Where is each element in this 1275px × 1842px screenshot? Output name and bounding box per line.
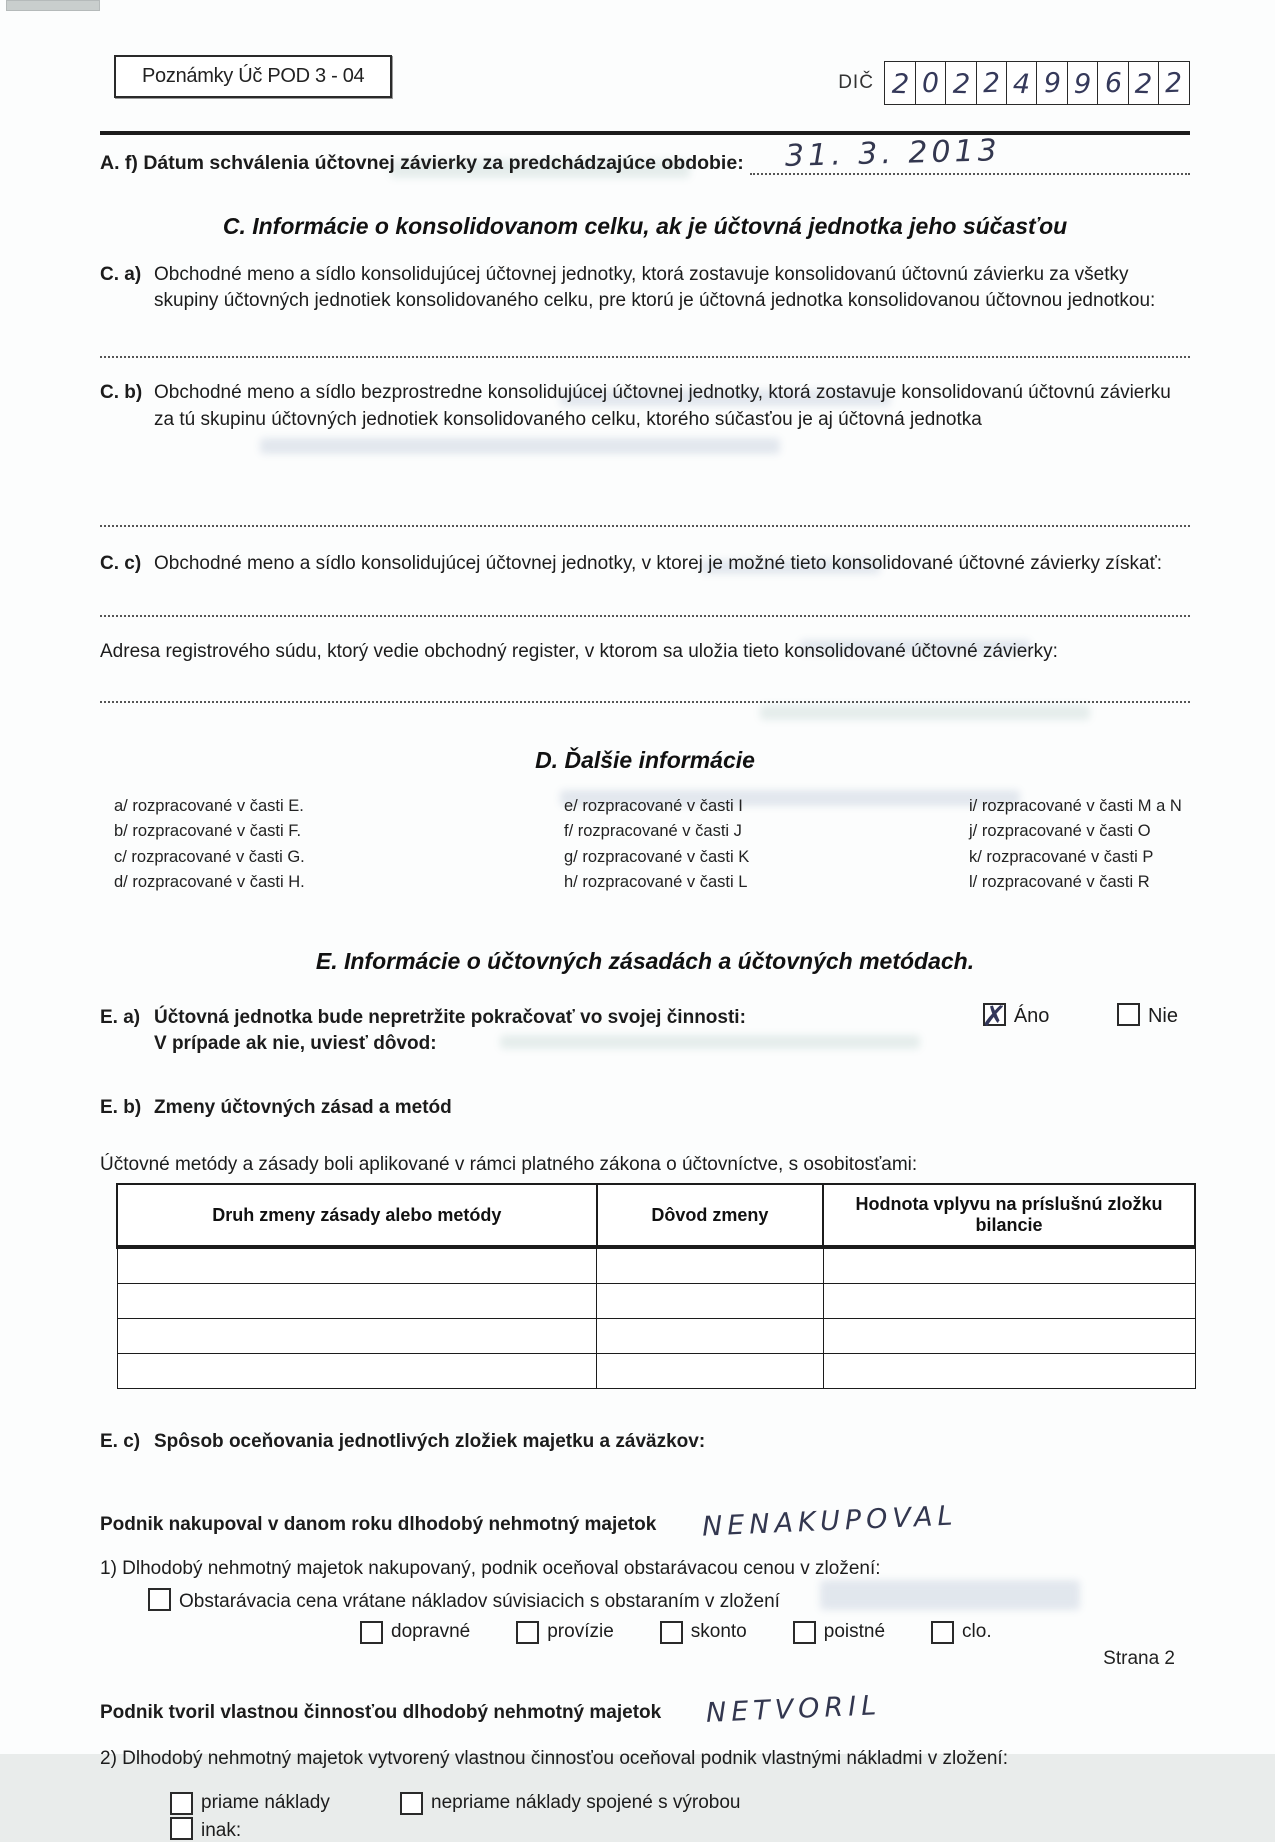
table-cell[interactable] bbox=[117, 1247, 597, 1284]
own-creation-statement-row bbox=[100, 1689, 1190, 1729]
page-number: Strana 2 bbox=[1103, 1648, 1175, 1669]
checkbox-label: Obstarávacia cena vrátane nákladov súvisiacich s obstaraním v zložení bbox=[179, 1590, 780, 1612]
d-item: c/ rozpracované v časti G. bbox=[114, 847, 305, 866]
dic-digit: 2 bbox=[1134, 68, 1153, 100]
section-e-item-b bbox=[100, 1095, 1190, 1121]
purchase-point1: 1) Dlhodobý nehmotný majetok nakupovaný, podnik oceňoval obstarávacou cenou v zložení: bbox=[100, 1557, 881, 1579]
table-cell[interactable] bbox=[823, 1319, 1195, 1354]
section-c-title: C. Informácie o konsolidovanom celku, ak je účtovná jednotka jeho súčasťou bbox=[222, 213, 1068, 239]
write-in-line[interactable] bbox=[100, 701, 1190, 703]
d-column-2 bbox=[564, 794, 969, 896]
section-c-item-c bbox=[100, 551, 1190, 577]
no-checkbox[interactable] bbox=[1117, 1003, 1140, 1026]
item-label: E. b) bbox=[100, 1097, 142, 1119]
d-item: b/ rozpracované v časti F. bbox=[114, 822, 302, 841]
form-header bbox=[100, 55, 1190, 105]
item-text: Účtovná jednotka bude nepretržite pokračovať vo svojej činnosti: bbox=[154, 1006, 746, 1028]
section-c-item-b bbox=[100, 380, 1190, 432]
d-item: d/ rozpracované v časti H. bbox=[114, 873, 305, 892]
table-cell[interactable] bbox=[117, 1319, 597, 1354]
dic-digit: 4 bbox=[1012, 68, 1032, 100]
write-in-line[interactable] bbox=[100, 615, 1190, 617]
item-text: Obchodné meno a sídlo bezprostredne konsolidujúcej účtovnej jednotky, ktorá zostavuje konsolidovanú účtovnú závierku za tú skupinu účtovných jednotiek konsolidovaného celku, ktorého súčasťou je aj účtovná jednotka bbox=[154, 382, 1171, 430]
approval-date-field[interactable] bbox=[750, 133, 1190, 175]
table-row bbox=[117, 1354, 1195, 1389]
item-text: Spôsob oceňovania jednotlivých zložiek majetku a záväzkov: bbox=[154, 1431, 706, 1453]
column-header: Dôvod zmeny bbox=[597, 1184, 823, 1247]
section-e-title: E. Informácie o účtovných zásadách a účtovných metódach. bbox=[315, 947, 975, 974]
registry-address-text: Adresa registrového súdu, ktorý vedie obchodný register, v ktorom sa uložia tieto konsolidované účtovné závierky: bbox=[100, 641, 1058, 663]
item-text: Obchodné meno a sídlo konsolidujúcej účtovnej jednotky, v ktorej je možné tieto konsolidované účtovné závierky získať: bbox=[154, 552, 1162, 574]
handwritten-nenakupoval: NENAKUPOVAL bbox=[701, 1499, 958, 1543]
section-e-item-a bbox=[100, 998, 1190, 1034]
section-a-f-row bbox=[100, 133, 1190, 175]
handwritten-netvoril: NETVORIL bbox=[705, 1689, 883, 1729]
nepriame-naklady-checkbox[interactable] bbox=[400, 1792, 423, 1815]
table-row bbox=[117, 1319, 1195, 1354]
handwritten-x-mark: ✗ bbox=[980, 998, 1008, 1034]
checkbox-label: nepriame náklady spojené s výrobou bbox=[431, 1792, 741, 1814]
item-label: C. a) bbox=[100, 264, 142, 285]
yes-no-group bbox=[980, 998, 1178, 1034]
dopravne-checkbox[interactable] bbox=[360, 1621, 383, 1644]
purchase-statement: Podnik nakupoval v danom roku dlhodobý nehmotný majetok bbox=[100, 1513, 657, 1535]
dic-digit-cell[interactable] bbox=[1097, 61, 1129, 105]
dic-digit: 9 bbox=[1073, 68, 1092, 100]
item-text: V prípade ak nie, uviesť dôvod: bbox=[154, 1033, 437, 1055]
dic-label: DIČ bbox=[838, 72, 874, 93]
table-cell[interactable] bbox=[597, 1354, 823, 1389]
dic-digit: 0 bbox=[921, 67, 940, 99]
accounting-changes-table bbox=[116, 1183, 1196, 1389]
yes-label: Áno bbox=[1013, 1004, 1050, 1027]
own-creation-point2: 2) Dlhodobý nehmotný majetok vytvorený vlastnou činnosťou oceňoval podnik vlastnými nákladmi v zložení: bbox=[100, 1748, 1008, 1770]
dic-digit: 2 bbox=[1164, 67, 1184, 99]
dic-digit-cell[interactable] bbox=[1036, 61, 1068, 105]
column-header: Druh zmeny zásady alebo metódy bbox=[117, 1184, 597, 1247]
form-id-box bbox=[114, 55, 392, 98]
table-header-row bbox=[117, 1184, 1195, 1247]
dic-digit: 2 bbox=[891, 68, 910, 100]
d-item: g/ rozpracované v časti K bbox=[564, 847, 750, 866]
dic-digit-cell[interactable] bbox=[1158, 61, 1190, 105]
d-item: k/ rozpracované v časti P bbox=[969, 847, 1154, 866]
item-label: E. c) bbox=[100, 1431, 141, 1453]
checkbox-label: inak: bbox=[201, 1819, 242, 1841]
poistne-checkbox[interactable] bbox=[793, 1621, 816, 1644]
header-divider bbox=[100, 131, 1190, 135]
table-intro-text: Účtovné metódy a zásady boli aplikované v rámci platného zákona o účtovníctve, s osobitosťami: bbox=[100, 1153, 918, 1175]
provizie-checkbox[interactable] bbox=[516, 1621, 539, 1644]
dic-digit-grid[interactable] bbox=[886, 61, 1190, 105]
section-e-item-c bbox=[100, 1429, 1190, 1455]
acquisition-cost-checkbox[interactable] bbox=[148, 1588, 171, 1611]
checkbox-label: poistné bbox=[823, 1621, 886, 1643]
dic-digit-cell[interactable] bbox=[915, 61, 947, 105]
table-cell[interactable] bbox=[597, 1247, 823, 1284]
section-c-item-a bbox=[100, 262, 1190, 314]
d-item: f/ rozpracované v časti J bbox=[564, 822, 742, 841]
d-column-3 bbox=[969, 794, 1190, 896]
checkbox-label: dopravné bbox=[391, 1621, 471, 1643]
table-cell[interactable] bbox=[597, 1284, 823, 1319]
table-cell[interactable] bbox=[823, 1247, 1195, 1284]
table-cell[interactable] bbox=[823, 1354, 1195, 1389]
section-d-title: D. Ďalšie informácie bbox=[535, 746, 755, 773]
section-a-f-label: A. f) bbox=[100, 152, 138, 174]
d-item: l/ rozpracované v časti R bbox=[969, 873, 1150, 892]
purchase-statement-row bbox=[100, 1499, 1190, 1543]
no-label: Nie bbox=[1147, 1004, 1178, 1027]
table-row bbox=[117, 1247, 1195, 1284]
d-column-1 bbox=[100, 794, 564, 896]
write-in-line[interactable] bbox=[100, 525, 1190, 527]
handwritten-approval-date: 31. 3. 2013 bbox=[784, 133, 1002, 174]
checkbox-label: provízie bbox=[547, 1621, 614, 1643]
dic-digit-cell[interactable] bbox=[1006, 61, 1038, 105]
table-cell[interactable] bbox=[117, 1354, 597, 1389]
dic-digit-cell[interactable] bbox=[1067, 61, 1099, 105]
write-in-line[interactable] bbox=[100, 356, 1190, 358]
priame-naklady-checkbox[interactable] bbox=[170, 1792, 193, 1815]
purchase-main-checkbox-row bbox=[100, 1588, 1190, 1613]
d-item: a/ rozpracované v časti E. bbox=[114, 796, 304, 815]
d-item: h/ rozpracované v časti L bbox=[564, 873, 748, 892]
item-label: C. c) bbox=[100, 552, 142, 574]
checkbox-label: clo. bbox=[962, 1621, 992, 1643]
item-label: C. b) bbox=[100, 382, 143, 404]
column-header: Hodnota vplyvu na príslušnú zložku bilancie bbox=[823, 1184, 1195, 1247]
inak-row bbox=[100, 1817, 1190, 1842]
table-cell[interactable] bbox=[597, 1319, 823, 1354]
dic-digit: 2 bbox=[951, 68, 971, 100]
table-cell[interactable] bbox=[117, 1284, 597, 1319]
table-row bbox=[117, 1284, 1195, 1319]
d-item: i/ rozpracované v časti M a N bbox=[969, 796, 1182, 815]
checkbox-label: priame náklady bbox=[201, 1792, 330, 1814]
purchase-cost-components-row bbox=[100, 1621, 1190, 1644]
clo-checkbox[interactable] bbox=[931, 1621, 954, 1644]
dic-digit-cell[interactable] bbox=[1128, 61, 1160, 105]
item-text: Obchodné meno a sídlo konsolidujúcej účtovnej jednotky, ktorá zostavuje konsolidovanú účtovnú závierku za všetky skupiny účtovných jednotiek konsolidovaného celku, pre ktorú je účtovná jednotka konsolidovanou účtovnou jednotkou: bbox=[154, 264, 1156, 312]
own-creation-statement: Podnik tvoril vlastnou činnosťou dlhodobý nehmotný majetok bbox=[100, 1701, 662, 1723]
dic-digit: 2 bbox=[982, 67, 1001, 99]
dic-digit-cell[interactable] bbox=[884, 61, 916, 105]
dic-field bbox=[838, 61, 1190, 105]
item-text: Zmeny účtovných zásad a metód bbox=[154, 1097, 452, 1119]
table-cell[interactable] bbox=[823, 1284, 1195, 1319]
dic-digit-cell[interactable] bbox=[976, 61, 1008, 105]
d-item: j/ rozpracované v časti O bbox=[969, 822, 1151, 841]
dic-digit-cell[interactable] bbox=[945, 61, 977, 105]
skonto-checkbox[interactable] bbox=[660, 1621, 683, 1644]
section-e-item-a-line2 bbox=[100, 1031, 1190, 1057]
item-label: E. a) bbox=[100, 1006, 141, 1028]
d-item: e/ rozpracované v časti I bbox=[564, 796, 743, 815]
inak-checkbox[interactable] bbox=[170, 1817, 193, 1840]
dic-digit: 9 bbox=[1043, 67, 1062, 99]
checkbox-label: skonto bbox=[690, 1621, 747, 1643]
own-cost-row bbox=[100, 1792, 1190, 1815]
section-d-columns bbox=[100, 794, 1190, 896]
dic-digit: 6 bbox=[1104, 67, 1123, 99]
scan-artifact bbox=[6, 0, 100, 11]
form-id-label: Poznámky Úč POD 3 - 04 bbox=[142, 65, 365, 87]
yes-checkbox[interactable] bbox=[980, 998, 1008, 1034]
section-a-f-text: Dátum schválenia účtovnej závierky za predchádzajúce obdobie: bbox=[143, 152, 744, 174]
